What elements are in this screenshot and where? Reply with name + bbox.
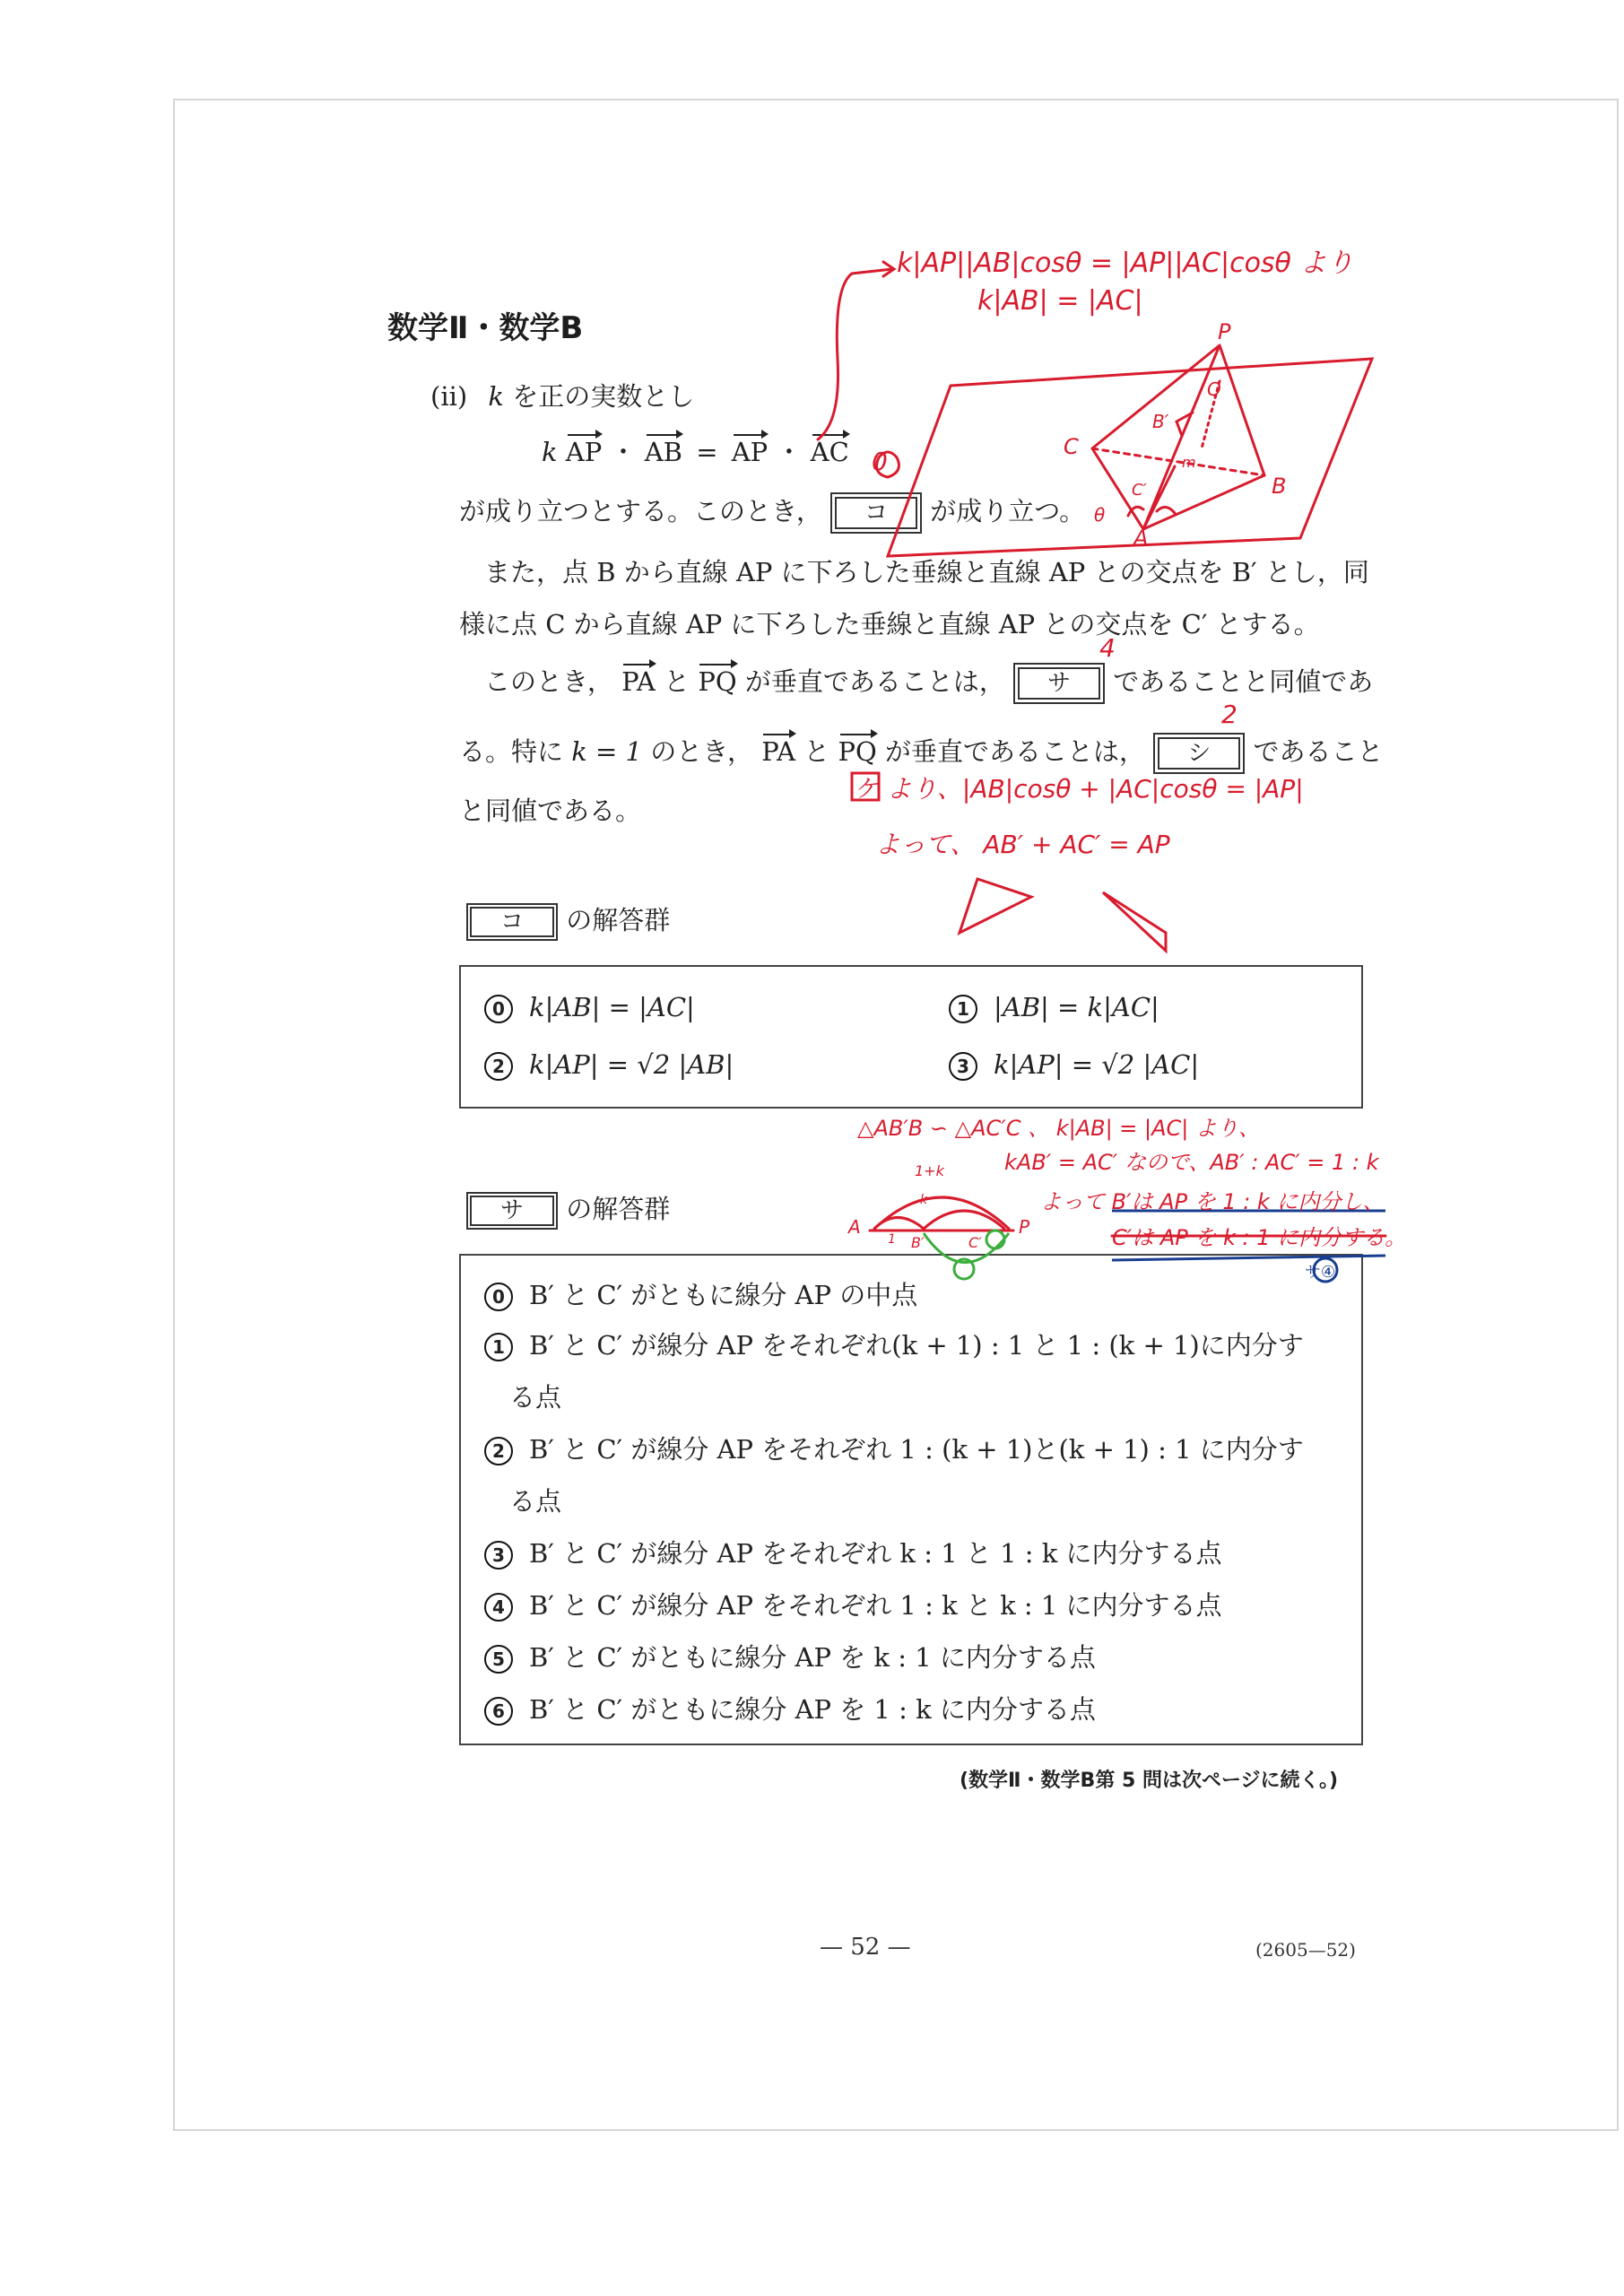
fig-label-q: Q (1207, 378, 1221, 400)
shi-vector-pq: PQ (838, 736, 877, 767)
shi-line3: と同値である。 (459, 796, 642, 826)
seg-label-cprime: C′ (968, 1234, 982, 1251)
annotation-sa-note: サ④ (1305, 1263, 1336, 1282)
fig-label-a: A (1133, 526, 1149, 551)
option-number-1: 1 (484, 1333, 513, 1361)
triangle-acc (1103, 892, 1166, 951)
ko-option-2-text: k|AP| = √2 |AB| (529, 1049, 734, 1080)
shi-mid1: のとき， (650, 736, 754, 767)
sa-option-1-text: B′ と C′ が線分 AP をそれぞれ(k + 1) : 1 と 1 : (k + 1)に内分す (529, 1330, 1304, 1361)
sa-group-label-text: の解答群 (566, 1194, 671, 1224)
page-code: (2605—52) (1255, 1939, 1356, 1961)
fig-label-cprime: C′ (1132, 481, 1147, 500)
sa-vector-pq: PQ (698, 666, 737, 697)
ko-line-post: が成り立つ。 (930, 496, 1086, 526)
answer-box-shi-label: シ (1158, 737, 1240, 770)
eq-vector-ac: AC (810, 437, 849, 467)
page-number: — 52 — (820, 1934, 911, 1961)
sa-option-5-text: B′ と C′ がともに線分 AP を k : 1 に内分する点 (529, 1642, 1096, 1673)
shi-post: であること (1253, 736, 1384, 767)
shi-mid2: が垂直であることは， (885, 736, 1146, 767)
annotation-top1: k|AP||AB|cosθ = |AP||AC|cosθ より (897, 248, 1354, 279)
shi-and: と (803, 736, 830, 767)
option-number-3: 3 (949, 1052, 977, 1081)
seg-label-p: P (1019, 1216, 1030, 1238)
shi-condition: k = 1 (571, 736, 642, 767)
eq-vector-ap-2: AP (731, 437, 769, 467)
part-label: (ii) (430, 381, 468, 412)
shi-vector-pa: PA (761, 736, 796, 767)
annotation-sim3: よって B′は AP を 1 : k に内分し、 (1040, 1189, 1385, 1214)
sa-vector-pa: PA (621, 666, 656, 697)
sa-group-box-text: サ (470, 1196, 554, 1226)
fig-label-b: B (1272, 474, 1287, 499)
triangle-abb (960, 879, 1031, 933)
ko-option-0-text: k|AB| = |AC| (529, 992, 695, 1022)
ko-group-box-text: コ (470, 907, 554, 937)
blue-underline-2 (1112, 1256, 1385, 1260)
var-k: k (488, 381, 504, 412)
sa-and: と (664, 666, 690, 697)
eq-vector-ab: AB (644, 437, 682, 467)
plane-outline (888, 359, 1372, 556)
sa-pre: このとき， (484, 666, 613, 697)
eq-dot-2: ・ (776, 437, 803, 467)
annotation-sim2: kAB′ = AC′ なので、AB′ : AC′ = 1 : k (1004, 1150, 1379, 1175)
annotation-mid2: よって、 AB′ + AC′ = AP (875, 830, 1170, 859)
option-number-6: 6 (484, 1697, 513, 1726)
option-number-2: 2 (484, 1052, 513, 1081)
ko-line-pre: が成り立つとする。このとき， (459, 496, 822, 526)
subject-heading: 数学Ⅱ・数学B (387, 310, 584, 346)
sa-option-0-text: B′ と C′ がともに線分 AP の中点 (529, 1280, 918, 1310)
para2-line2: 様に点 C から直線 AP に下ろした垂線と直線 AP との交点を C′ とする。 (459, 609, 1320, 639)
sa-option-1-cont: る点 (509, 1382, 562, 1413)
continue-note: (数学Ⅱ・数学B第 5 問は次ページに続く。) (960, 1770, 1339, 1792)
seg-label-1k: 1+k (915, 1162, 944, 1179)
option-number-4: 4 (484, 1593, 513, 1622)
eq-vector-ap: AP (565, 437, 603, 467)
annotation-ans-sa: 4 (1099, 633, 1116, 663)
sa-option-2-cont: る点 (509, 1486, 562, 1517)
sa-option-4-text: B′ と C′ が線分 AP をそれぞれ 1 : k と k : 1 に内分する点 (529, 1590, 1222, 1621)
para2-line1: また，点 B から直線 AP に下ろした垂線と直線 AP との交点を B′ とし，同 (484, 557, 1369, 587)
fig-label-bprime: B′ (1152, 411, 1169, 432)
annotation-arrow (818, 269, 892, 439)
option-number-0: 0 (484, 995, 513, 1023)
eq-k: k (542, 437, 558, 467)
option-number-1: 1 (949, 995, 977, 1023)
option-number-5: 5 (484, 1645, 513, 1674)
sa-option-6-text: B′ と C′ がともに線分 AP を 1 : k に内分する点 (529, 1694, 1096, 1725)
option-number-0: 0 (484, 1283, 513, 1311)
option-number-2: 2 (484, 1437, 513, 1465)
annotation-ans-shi: 2 (1221, 700, 1238, 729)
seg-label-1: 1 (888, 1232, 896, 1247)
option-number-3: 3 (484, 1541, 513, 1570)
annotation-sim4: C′は AP を k : 1 に内分する。 (1112, 1225, 1407, 1250)
ko-option-1-text: |AB| = k|AC| (994, 992, 1159, 1022)
green-circle-2 (986, 1231, 1004, 1248)
intro-text: を正の実数とし (512, 381, 695, 412)
fig-label-theta: θ (1094, 504, 1106, 526)
annotation-sim1: △AB′B ∽ △AC′C 、 k|AB| = |AC| より、 (857, 1116, 1261, 1141)
sa-post: であることと同値であ (1113, 666, 1374, 697)
annotation-top2: k|AB| = |AC| (977, 285, 1143, 317)
answer-box-ko-label: コ (835, 497, 917, 529)
annotation-mid1: ケ より、|AB|cosθ + |AC|cosθ = |AP| (854, 774, 1304, 804)
answer-box-sa-label: サ (1018, 667, 1100, 700)
tetrahedron-edges (1092, 345, 1264, 529)
fig-label-c: C (1064, 434, 1079, 459)
seg-label-bprime: B′ (911, 1234, 925, 1251)
angle-arc-1 (1157, 507, 1175, 513)
sa-option-2-text: B′ と C′ が線分 AP をそれぞれ 1 : (k + 1)と(k + 1) : 1 に内分す (529, 1434, 1304, 1465)
hidden-edge (1092, 448, 1264, 475)
sa-option-3-text: B′ と C′ が線分 AP をそれぞれ k : 1 と 1 : k に内分する点 (529, 1538, 1222, 1569)
arc-1-plus-k (874, 1197, 1009, 1229)
seg-label-k: k (920, 1193, 928, 1207)
fig-label-p: P (1218, 319, 1231, 344)
sa-mid: が垂直であることは， (744, 666, 1005, 697)
shi-pre: る。特に (459, 736, 564, 767)
annotation-ans-ko: 0 (872, 447, 888, 476)
ko-group-label-text: の解答群 (566, 905, 671, 935)
eq-dot: ・ (610, 437, 637, 467)
eq-equals: = (696, 437, 718, 467)
fig-label-m: m (1182, 454, 1196, 471)
seg-label-a: A (848, 1216, 861, 1238)
ko-option-3-text: k|AP| = √2 |AC| (994, 1049, 1200, 1080)
